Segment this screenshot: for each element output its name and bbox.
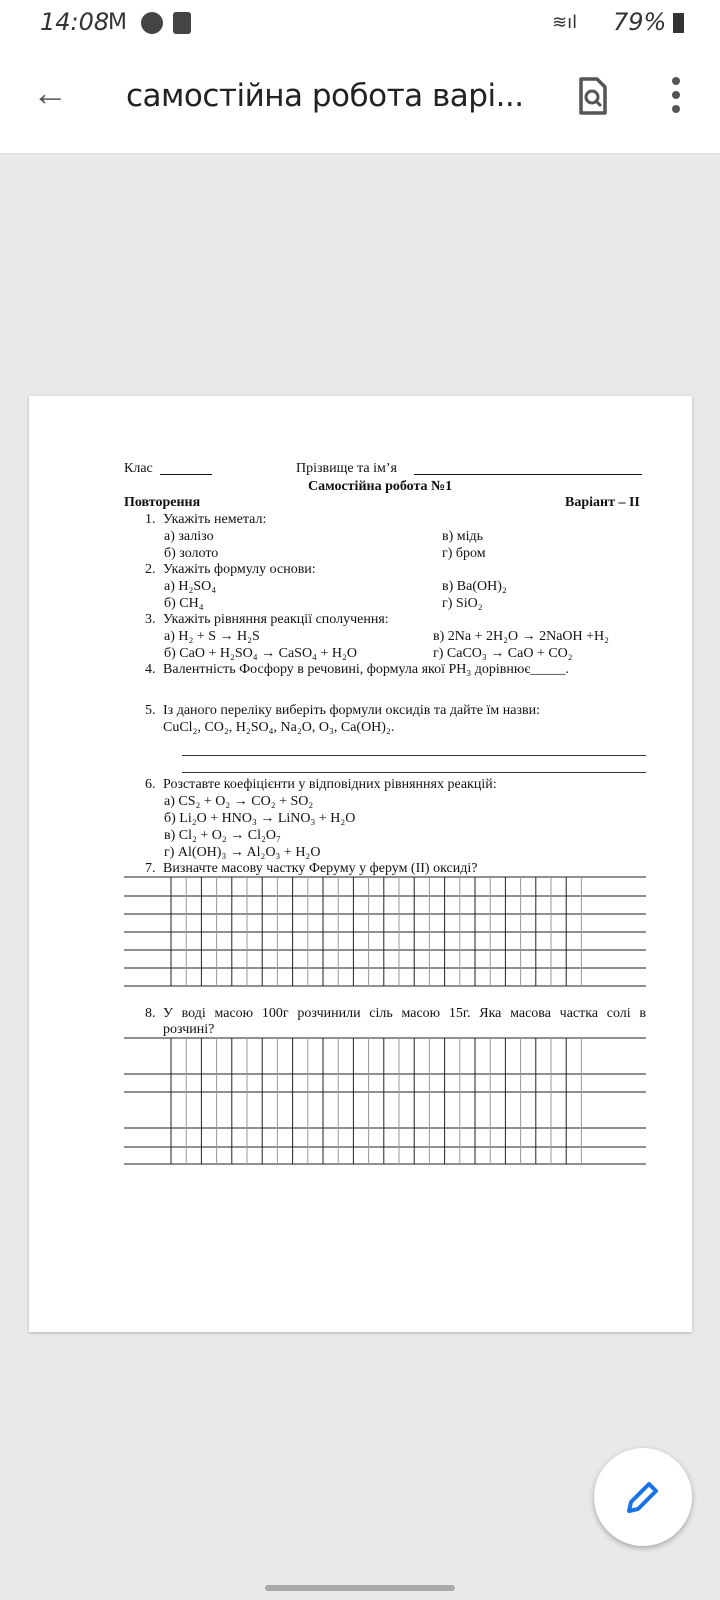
q3-number: 3. (145, 612, 156, 627)
battery-icon (673, 13, 684, 33)
q6-equation-a: а) CS₂ + O₂ → CO₂ + SO₂ (164, 794, 314, 809)
status-time: 14:08 (40, 8, 110, 36)
q5-text: Із даного переліку виберіть формули оксидів та дайте їм назви: (163, 703, 540, 718)
q2-option-d: г) SiO₂ (442, 596, 483, 611)
find-in-document-icon[interactable] (577, 76, 609, 116)
q3-option-d: г) CaCO₃ → CaO + CO₂ (433, 646, 573, 661)
q3-text: Укажіть рівняння реакції сполучення: (163, 612, 389, 627)
q6-equation-d: г) Al(OH)₃ → Al₂O₃ + H₂O (164, 845, 321, 860)
q6-equation-b: б) Li₂O + HNO₃ → LiNO₃ + H₂O (164, 811, 356, 826)
q2-option-b: б) CH₄ (164, 596, 204, 611)
q1-option-a: а) залізо (164, 529, 214, 544)
q4-number: 4. (145, 662, 156, 677)
q1-option-b: б) золото (164, 546, 219, 561)
q8-text: У воді масою 100г розчинили сіль масою 15г. Яка масова частка солі в (163, 1006, 646, 1021)
document-title: самостійна робота варі... (126, 78, 524, 114)
q1-option-c: в) мідь (442, 529, 484, 544)
q1-text: Укажіть неметал: (163, 512, 267, 527)
q3-option-b: б) CaO + H₂SO₄ → CaSO₄ + H₂O (164, 646, 357, 661)
q1-number: 1. (145, 512, 156, 527)
app-notification-icon (173, 12, 191, 34)
q2-option-a: а) H₂SO₄ (164, 579, 217, 594)
q2-option-c: в) Ba(OH)₂ (442, 579, 507, 594)
edit-button[interactable] (594, 1448, 692, 1546)
back-arrow-icon[interactable]: ← (32, 72, 68, 113)
q3-option-a: а) H₂ + S → H₂S (164, 629, 260, 644)
q7-number: 7. (145, 861, 156, 876)
document-page (29, 396, 692, 1332)
q6-text: Розставте коефіцієнти у відповідних рівняннях реакцій: (163, 777, 497, 792)
q6-equation-c: в) Cl₂ + O₂ → Cl₂O₇ (164, 828, 281, 843)
battery-percent: 79% (613, 8, 667, 36)
wifi-signal-icon: ≋ıl (552, 12, 578, 33)
q5-number: 5. (145, 703, 156, 718)
navigation-handle[interactable] (265, 1585, 455, 1591)
more-options-icon[interactable] (670, 76, 682, 114)
app-bar (0, 0, 720, 154)
notification-icon (141, 12, 163, 34)
section-label: Повторення (124, 495, 201, 510)
name-label: Прізвище та ім’я (296, 461, 397, 476)
q6-number: 6. (145, 777, 156, 792)
pencil-icon (625, 1479, 661, 1515)
q2-text: Укажіть формулу основи: (163, 562, 316, 577)
q8-text-continued: розчині? (163, 1022, 215, 1037)
q7-text: Визначте масову частку Феруму у ферум (II) оксиді? (163, 861, 478, 876)
q1-option-d: г) бром (442, 546, 486, 561)
q4-text: Валентність Фосфору в речовині, формула якої PH₃ дорівнює_____. (163, 662, 569, 677)
q3-option-c: в) 2Na + 2H₂O → 2NaOH +H₂ (433, 629, 610, 644)
q2-number: 2. (145, 562, 156, 577)
worksheet-heading: Самостійна робота №1 (308, 479, 453, 494)
gmail-icon: M (108, 10, 127, 35)
variant-label: Варіант – II (565, 495, 640, 510)
q5-formulas: CuCl₂, CO₂, H₂SO₄, Na₂O, O₃, Ca(OH)₂. (163, 720, 395, 735)
q8-number: 8. (145, 1006, 156, 1021)
class-label: Клас (124, 461, 153, 476)
